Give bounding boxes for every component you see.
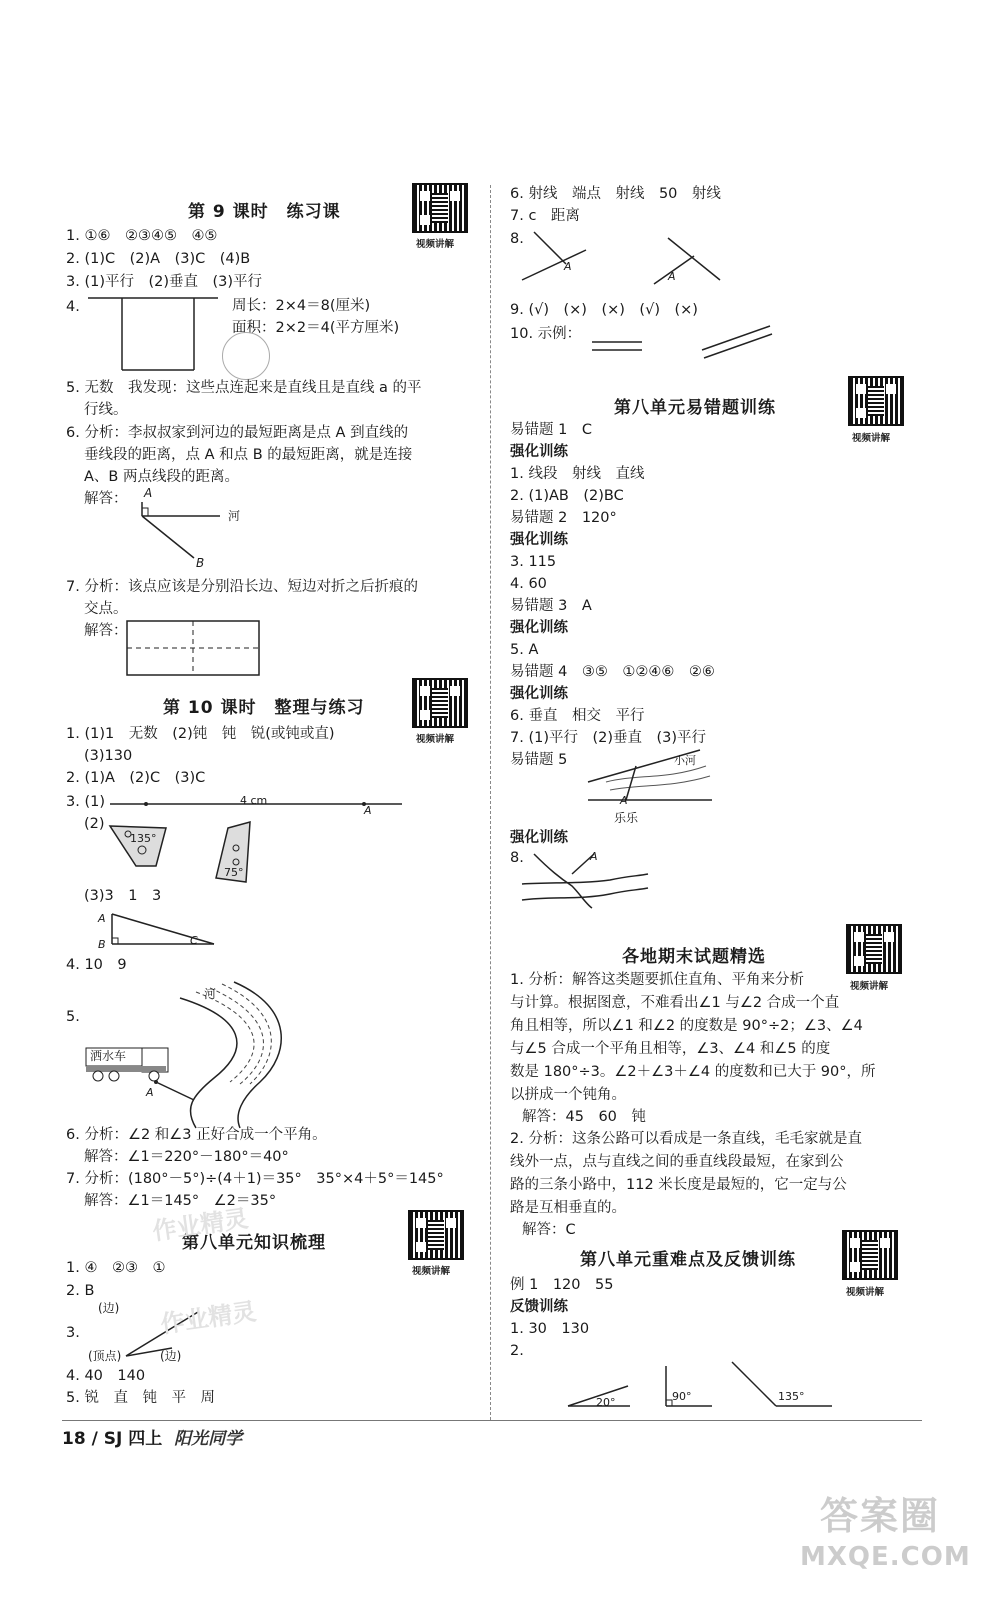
answer-line: (3)130 — [84, 748, 133, 764]
answer-label: 解答： — [84, 491, 128, 507]
person-label: 乐乐 — [614, 811, 639, 825]
answer-line: 4. 10 9 — [66, 957, 127, 973]
river-label: 河 — [204, 987, 217, 1001]
angle-label: 135° — [778, 1390, 805, 1403]
answer-line: 5. 锐 直 钝 平 周 — [66, 1390, 215, 1406]
point-label: A — [564, 260, 572, 273]
subheading: 强化训练 — [510, 444, 568, 460]
page-number: 18 / SJ 四上 — [62, 1429, 163, 1449]
point-label: A — [146, 1086, 154, 1099]
answer-line: 路是互相垂直的。 — [510, 1200, 626, 1216]
point-label: A — [620, 794, 628, 807]
answer-line: 角且相等，所以∠1 和∠2 的度数是 90°÷2；∠3、∠4 — [510, 1018, 863, 1034]
ray-angle-figure — [522, 230, 592, 284]
section-title: 第八单元重难点及反馈训练 — [580, 1250, 796, 1270]
answer-line: (2) — [84, 816, 105, 832]
section-title: 第八单元易错题训练 — [614, 398, 776, 418]
answer-line: 1. 分析：解答这类题要抓住直角、平角来分析 — [510, 972, 804, 988]
answer-line: 易错题 5 — [510, 752, 568, 768]
watermark-url: MXQE.COM — [800, 1542, 971, 1572]
answer-line: 5. 无数 我发现：这些点连起来是直线且是直线 a 的平 — [66, 380, 422, 396]
answer-line: 2. (1)C (2)A (3)C (4)B — [66, 251, 251, 267]
river-path-diagram — [586, 748, 716, 804]
angle-label: 20° — [596, 1396, 616, 1409]
angle-part-label: (顶点) — [88, 1349, 122, 1363]
stamp-watermark: 作业精灵 — [158, 1297, 258, 1339]
section-title: 各地期末试题精选 — [622, 947, 766, 967]
point-label: C — [190, 934, 198, 947]
answer-line: 3. 115 — [510, 554, 557, 570]
answer-line: 1. ①⑥ ②③④⑤ ④⑤ — [66, 228, 218, 244]
stamp-watermark: 作业精灵 — [150, 1204, 250, 1246]
answer-line: 面积：2×2＝4(平方厘米) — [232, 320, 400, 336]
answer-line: 2. 分析：这条公路可以看成是一条直线，毛毛家就是直 — [510, 1131, 862, 1147]
point-label: A — [668, 270, 676, 283]
qr-code-icon[interactable] — [842, 1230, 898, 1280]
qr-code-icon[interactable] — [846, 924, 902, 974]
answer-line: 5. — [66, 1009, 80, 1025]
answer-line: 行线。 — [84, 402, 128, 418]
section-title: 第八单元知识梳理 — [182, 1233, 326, 1253]
answer-line: 9. (√) (×) (×) (√) (×) — [510, 302, 698, 318]
answer-line: 7. (1)平行 (2)垂直 (3)平行 — [510, 730, 707, 746]
answer-line: 以拼成一个钝角。 — [510, 1087, 626, 1103]
answer-line: 5. A — [510, 642, 539, 658]
answer-line: 易错题 3 A — [510, 598, 592, 614]
ray-angle-figure — [648, 236, 728, 290]
answer-line: 1. (1)1 无数 (2)钝 钝 锐(或钝或直) — [66, 726, 335, 742]
qr-label: 视频讲解 — [846, 1287, 885, 1298]
parallel-lines-example — [590, 320, 780, 360]
answer-line: 1. 30 130 — [510, 1321, 590, 1337]
answer-line: 线外一点，点与直线之间的垂直线段最短，在家到公 — [510, 1154, 844, 1170]
qr-label: 视频讲解 — [416, 734, 455, 745]
answer-line: 7. 分析：(180°－5°)÷(4＋1)＝35° 35°×4＋5°＝145° — [66, 1171, 444, 1187]
answer-line: 10. 示例： — [510, 326, 582, 342]
qr-code-icon[interactable] — [412, 678, 468, 728]
answer-line: 数是 180°÷3。∠2＋∠3＋∠4 的度数和已大于 90°，所 — [510, 1064, 876, 1080]
answer-line: 6. 分析：∠2 和∠3 正好合成一个平角。 — [66, 1127, 327, 1143]
angle-part-label: (边) — [98, 1301, 120, 1315]
point-label: B — [196, 556, 205, 570]
river-bend-diagram — [520, 846, 650, 910]
river-label: 河 — [228, 509, 241, 523]
qr-code-icon[interactable] — [848, 376, 904, 426]
subheading: 强化训练 — [510, 532, 568, 548]
brand-logo: 阳光同学 — [174, 1429, 243, 1449]
subheading: 反馈训练 — [510, 1299, 568, 1315]
column-divider — [490, 185, 491, 1420]
page-footer — [62, 1424, 242, 1449]
answer-line: 3. (1)平行 (2)垂直 (3)平行 — [66, 274, 263, 290]
angle-label: 75° — [224, 866, 244, 879]
answer-line: 3. — [66, 1325, 80, 1341]
answer-line: 6. 射线 端点 射线 50 射线 — [510, 186, 721, 202]
answer-line: A、B 两点线段的距离。 — [84, 469, 239, 485]
answer-line: 周长：2×4＝8(厘米) — [232, 298, 371, 314]
length-label: 4 cm — [240, 794, 268, 807]
qr-code-icon[interactable] — [408, 1210, 464, 1260]
answer-line: 易错题 2 120° — [510, 510, 617, 526]
footer-rule — [62, 1420, 922, 1421]
answer-line: 6. 分析：李叔叔家到河边的最短距离是点 A 到直线的 — [66, 425, 409, 441]
truck-label: 洒水车 — [90, 1049, 127, 1063]
section-title: 第 9 课时 练习课 — [188, 202, 341, 222]
qr-label: 视频讲解 — [850, 981, 889, 992]
answer-line: 1. 线段 射线 直线 — [510, 466, 645, 482]
qr-code-icon[interactable] — [412, 183, 468, 233]
point-label: A — [98, 912, 106, 925]
answer-line: 解答：∠1＝220°－180°＝40° — [84, 1149, 289, 1165]
answer-line: 交点。 — [84, 601, 128, 617]
angle-label: 90° — [672, 1390, 692, 1403]
answer-line: 解答：45 60 钝 — [522, 1109, 646, 1125]
angle-part-label: (边) — [160, 1349, 182, 1363]
answer-line: (3)3 1 3 — [84, 888, 162, 904]
answer-line: 易错题 1 C — [510, 422, 592, 438]
answer-line: 3. (1) — [66, 794, 105, 810]
answer-line: 垂线段的距离，点 A 和点 B 的最短距离，就是连接 — [84, 447, 413, 463]
answer-line: 8. — [510, 850, 524, 866]
qr-label: 视频讲解 — [412, 1266, 451, 1277]
angle-label: 135° — [130, 832, 157, 845]
point-label: A — [364, 804, 372, 817]
point-label: A — [144, 486, 153, 500]
answer-line: 1. ④ ②③ ① — [66, 1260, 166, 1276]
answer-line: 8. — [510, 231, 524, 247]
answer-line: 7. 分析：该点应该是分别沿长边、短边对折之后折痕的 — [66, 579, 418, 595]
answer-line: 4. — [66, 299, 80, 315]
stamp-icon — [222, 332, 270, 380]
answer-line: 6. 垂直 相交 平行 — [510, 708, 645, 724]
answer-line: 2. — [510, 1343, 524, 1359]
answer-line: 2. B — [66, 1283, 95, 1299]
answer-line: 解答：C — [522, 1222, 576, 1238]
answer-line: 2. (1)AB (2)BC — [510, 488, 624, 504]
answer-line: 例 1 120 55 — [510, 1277, 614, 1293]
answer-line: 与∠5 合成一个平角且相等，∠3、∠4 和∠5 的度 — [510, 1041, 831, 1057]
point-label: A — [590, 850, 598, 863]
point-label: B — [98, 938, 106, 951]
subheading: 强化训练 — [510, 830, 568, 846]
qr-label: 视频讲解 — [852, 433, 891, 444]
answer-line: 路的三条小路中，112 米长度是最短的，它一定与公 — [510, 1177, 847, 1193]
answer-line: 7. c 距离 — [510, 208, 580, 224]
triangle-figure — [108, 912, 218, 946]
answer-label: 解答： — [84, 623, 128, 639]
answer-line: 解答：∠1＝145° ∠2＝35° — [84, 1193, 277, 1209]
section-title: 第 10 课时 整理与练习 — [163, 698, 365, 718]
qr-label: 视频讲解 — [416, 239, 455, 250]
square-figure — [88, 294, 218, 374]
subheading: 强化训练 — [510, 686, 568, 702]
subheading: 强化训练 — [510, 620, 568, 636]
answer-line: 易错题 4 ③⑤ ①②④⑥ ②⑥ — [510, 664, 715, 680]
fold-rectangle — [126, 620, 260, 676]
answer-line: 4. 40 140 — [66, 1368, 146, 1384]
answer-line: 2. (1)A (2)C (3)C — [66, 770, 206, 786]
watermark-logo: 答案圈 — [820, 1494, 941, 1538]
answer-line: 4. 60 — [510, 576, 547, 592]
river-label: 小河 — [674, 754, 696, 767]
answer-line: 与计算。根据图意，不难看出∠1 与∠2 合成一个直 — [510, 995, 840, 1011]
